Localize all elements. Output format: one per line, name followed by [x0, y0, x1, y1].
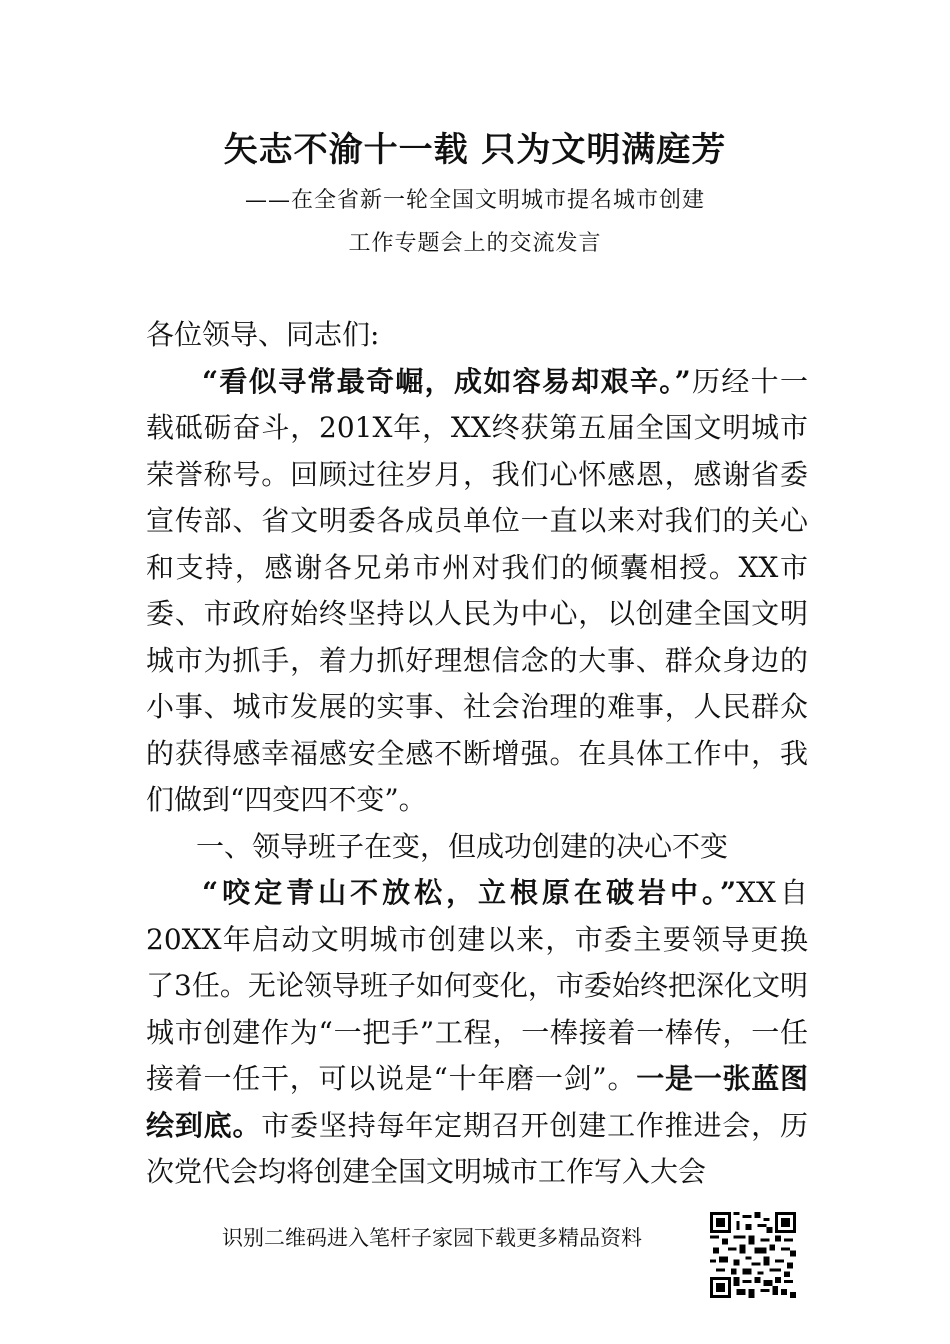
- paragraph-1-text: 历经十一载砥砺奋斗，201X年，XX终获第五届全国文明城市荣誉称号。回顾过往岁月，我们心怀感恩，感谢省委宣传部、省文明委各成员单位一直以来对我们的关心和支持，感谢各兄弟市州对我们的倾囊相授。XX市委、市政府始终坚持以人民为中心，以创建全国文明城市为抓手，着力抓好理想信念的大事、群众身边的小事、城市发展的实事、社会治理的难事，人民群众的获得感幸福感安全感不断增强。在具体工作中，我们做到“四变四不变”。: [146, 364, 808, 816]
- paragraph-2-text2: 市委坚持每年定期召开创建工作推进会，历次党代会均将创建全国文明城市工作写入大会: [146, 1108, 808, 1188]
- document-body: [146, 312, 808, 1196]
- paragraph-1-quote: “看似寻常最奇崛，成如容易却艰辛。”: [202, 364, 691, 398]
- footer-text: 识别二维码进入笔杆子家园下载更多精品资料: [222, 1226, 642, 1250]
- paragraph-2-quote: “咬定青山不放松，立根原在破岩中。”: [202, 876, 737, 909]
- paragraph-2-bold: 一是一张蓝图绘到底。: [146, 1062, 808, 1142]
- qr-code-icon[interactable]: [710, 1212, 796, 1298]
- paragraph-2-text1: XX自20XX年启动文明城市创建以来，市委主要领导更换了3任。无论领导班子如何变化，市委始终把深化文明城市创建作为“一把手”工程，一棒接着一棒传，一任接着一任干，可以说是“十年磨一剑”。: [146, 876, 808, 1095]
- paragraph-1: [146, 359, 808, 824]
- document-title: 矢志不渝十一载 只为文明满庭芳: [223, 130, 727, 170]
- paragraph-2: [146, 870, 808, 1196]
- section-heading-1: 一、领导班子在变，但成功创建的决心不变: [196, 829, 729, 863]
- document-subtitle-line1: ——在全省新一轮全国文明城市提名城市创建: [244, 188, 705, 213]
- document-subtitle-line2: 工作专题会上的交流发言: [348, 231, 602, 256]
- salutation: 各位领导、同志们:: [146, 318, 380, 351]
